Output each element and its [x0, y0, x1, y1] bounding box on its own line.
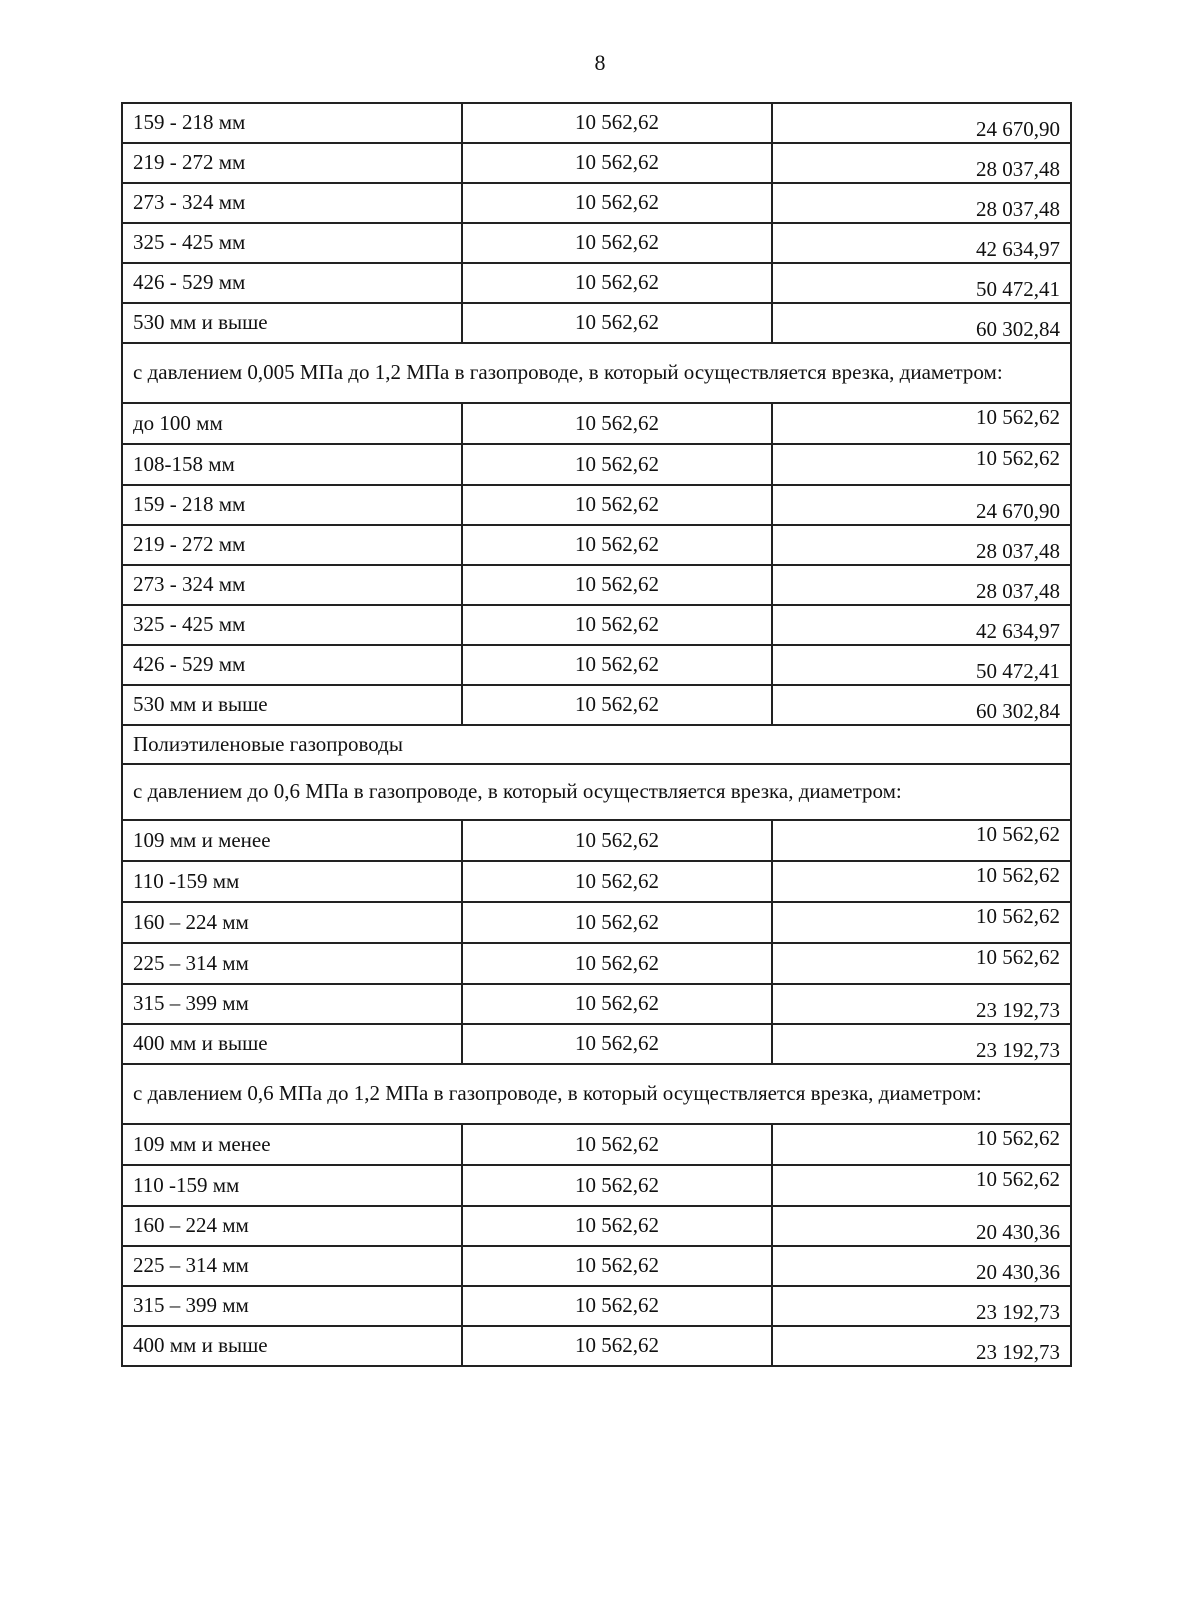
diameter-cell: 315 – 399 мм — [122, 984, 462, 1024]
rate-cell-2: 10 562,62 — [772, 861, 1071, 902]
tariff-table-body — [122, 103, 1071, 1366]
rate-cell-1: 10 562,62 — [462, 1124, 772, 1165]
rate-cell-2: 20 430,36 — [772, 1206, 1071, 1246]
rate-cell-1: 10 562,62 — [462, 303, 772, 343]
section-header-row — [122, 725, 1071, 764]
section-header-row — [122, 1064, 1071, 1124]
rate-cell-1: 10 562,62 — [462, 820, 772, 861]
table-row — [122, 183, 1071, 223]
rate-cell-2: 10 562,62 — [772, 943, 1071, 984]
section-header: с давлением 0,6 МПа до 1,2 МПа в газопроводе, в который осуществляется врезка, диаметром: — [122, 1064, 1071, 1124]
rate-cell-2: 24 670,90 — [772, 103, 1071, 143]
rate-cell-2: 42 634,97 — [772, 605, 1071, 645]
diameter-cell: до 100 мм — [122, 403, 462, 444]
table-row — [122, 1165, 1071, 1206]
table-row — [122, 223, 1071, 263]
rate-cell-2: 10 562,62 — [772, 444, 1071, 485]
diameter-cell: 225 – 314 мм — [122, 1246, 462, 1286]
diameter-cell: 530 мм и выше — [122, 303, 462, 343]
diameter-cell: 159 - 218 мм — [122, 485, 462, 525]
diameter-cell: 160 – 224 мм — [122, 1206, 462, 1246]
rate-cell-2: 10 562,62 — [772, 820, 1071, 861]
table-row — [122, 861, 1071, 902]
table-row — [122, 403, 1071, 444]
table-row — [122, 1286, 1071, 1326]
table-row — [122, 143, 1071, 183]
rate-cell-2: 20 430,36 — [772, 1246, 1071, 1286]
table-row — [122, 943, 1071, 984]
rate-cell-1: 10 562,62 — [462, 525, 772, 565]
section-header: Полиэтиленовые газопроводы — [122, 725, 1071, 764]
diameter-cell: 426 - 529 мм — [122, 263, 462, 303]
table-row — [122, 444, 1071, 485]
rate-cell-2: 23 192,73 — [772, 1286, 1071, 1326]
table-row — [122, 820, 1071, 861]
table-row — [122, 605, 1071, 645]
table-row — [122, 1124, 1071, 1165]
rate-cell-2: 28 037,48 — [772, 525, 1071, 565]
table-row — [122, 984, 1071, 1024]
rate-cell-2: 28 037,48 — [772, 183, 1071, 223]
diameter-cell: 325 - 425 мм — [122, 223, 462, 263]
diameter-cell: 273 - 324 мм — [122, 565, 462, 605]
rate-cell-1: 10 562,62 — [462, 1206, 772, 1246]
rate-cell-1: 10 562,62 — [462, 403, 772, 444]
rate-cell-1: 10 562,62 — [462, 685, 772, 725]
table-row — [122, 485, 1071, 525]
section-header-row — [122, 343, 1071, 403]
rate-cell-1: 10 562,62 — [462, 565, 772, 605]
rate-cell-1: 10 562,62 — [462, 143, 772, 183]
rate-cell-2: 24 670,90 — [772, 485, 1071, 525]
diameter-cell: 400 мм и выше — [122, 1024, 462, 1064]
diameter-cell: 110 -159 мм — [122, 861, 462, 902]
diameter-cell: 426 - 529 мм — [122, 645, 462, 685]
rate-cell-2: 42 634,97 — [772, 223, 1071, 263]
rate-cell-2: 10 562,62 — [772, 1165, 1071, 1206]
table-row — [122, 1326, 1071, 1366]
rate-cell-1: 10 562,62 — [462, 485, 772, 525]
section-header: с давлением до 0,6 МПа в газопроводе, в который осуществляется врезка, диаметром: — [122, 764, 1071, 820]
rate-cell-2: 50 472,41 — [772, 263, 1071, 303]
rate-cell-1: 10 562,62 — [462, 183, 772, 223]
rate-cell-2: 10 562,62 — [772, 902, 1071, 943]
diameter-cell: 110 -159 мм — [122, 1165, 462, 1206]
rate-cell-1: 10 562,62 — [462, 263, 772, 303]
rate-cell-1: 10 562,62 — [462, 984, 772, 1024]
rate-cell-1: 10 562,62 — [462, 1024, 772, 1064]
diameter-cell: 219 - 272 мм — [122, 143, 462, 183]
table-row — [122, 263, 1071, 303]
diameter-cell: 159 - 218 мм — [122, 103, 462, 143]
diameter-cell: 160 – 224 мм — [122, 902, 462, 943]
table-row — [122, 565, 1071, 605]
rate-cell-1: 10 562,62 — [462, 1165, 772, 1206]
rate-cell-2: 10 562,62 — [772, 403, 1071, 444]
table-row — [122, 1024, 1071, 1064]
rate-cell-2: 23 192,73 — [772, 1024, 1071, 1064]
table-row — [122, 685, 1071, 725]
diameter-cell: 325 - 425 мм — [122, 605, 462, 645]
diameter-cell: 108-158 мм — [122, 444, 462, 485]
rate-cell-1: 10 562,62 — [462, 1326, 772, 1366]
section-header-row — [122, 764, 1071, 820]
table-row — [122, 902, 1071, 943]
rate-cell-1: 10 562,62 — [462, 1246, 772, 1286]
diameter-cell: 273 - 324 мм — [122, 183, 462, 223]
rate-cell-2: 10 562,62 — [772, 1124, 1071, 1165]
rate-cell-1: 10 562,62 — [462, 645, 772, 685]
rate-cell-1: 10 562,62 — [462, 444, 772, 485]
diameter-cell: 219 - 272 мм — [122, 525, 462, 565]
diameter-cell: 225 – 314 мм — [122, 943, 462, 984]
rate-cell-1: 10 562,62 — [462, 605, 772, 645]
table-row — [122, 303, 1071, 343]
rate-cell-1: 10 562,62 — [462, 943, 772, 984]
table-row — [122, 525, 1071, 565]
rate-cell-2: 50 472,41 — [772, 645, 1071, 685]
rate-cell-2: 28 037,48 — [772, 143, 1071, 183]
rate-cell-2: 28 037,48 — [772, 565, 1071, 605]
rate-cell-2: 60 302,84 — [772, 303, 1071, 343]
table-row — [122, 1206, 1071, 1246]
rate-cell-2: 60 302,84 — [772, 685, 1071, 725]
diameter-cell: 530 мм и выше — [122, 685, 462, 725]
rate-cell-1: 10 562,62 — [462, 1286, 772, 1326]
rate-cell-1: 10 562,62 — [462, 223, 772, 263]
diameter-cell: 109 мм и менее — [122, 1124, 462, 1165]
diameter-cell: 400 мм и выше — [122, 1326, 462, 1366]
rate-cell-1: 10 562,62 — [462, 103, 772, 143]
rate-cell-2: 23 192,73 — [772, 984, 1071, 1024]
page-number: 8 — [594, 50, 606, 75]
rate-cell-1: 10 562,62 — [462, 861, 772, 902]
table-row — [122, 1246, 1071, 1286]
rate-cell-2: 23 192,73 — [772, 1326, 1071, 1366]
table-row — [122, 103, 1071, 143]
diameter-cell: 109 мм и менее — [122, 820, 462, 861]
section-header: с давлением 0,005 МПа до 1,2 МПа в газопроводе, в который осуществляется врезка, диаметром: — [122, 343, 1071, 403]
tariff-table — [121, 102, 1072, 1367]
rate-cell-1: 10 562,62 — [462, 902, 772, 943]
diameter-cell: 315 – 399 мм — [122, 1286, 462, 1326]
table-row — [122, 645, 1071, 685]
